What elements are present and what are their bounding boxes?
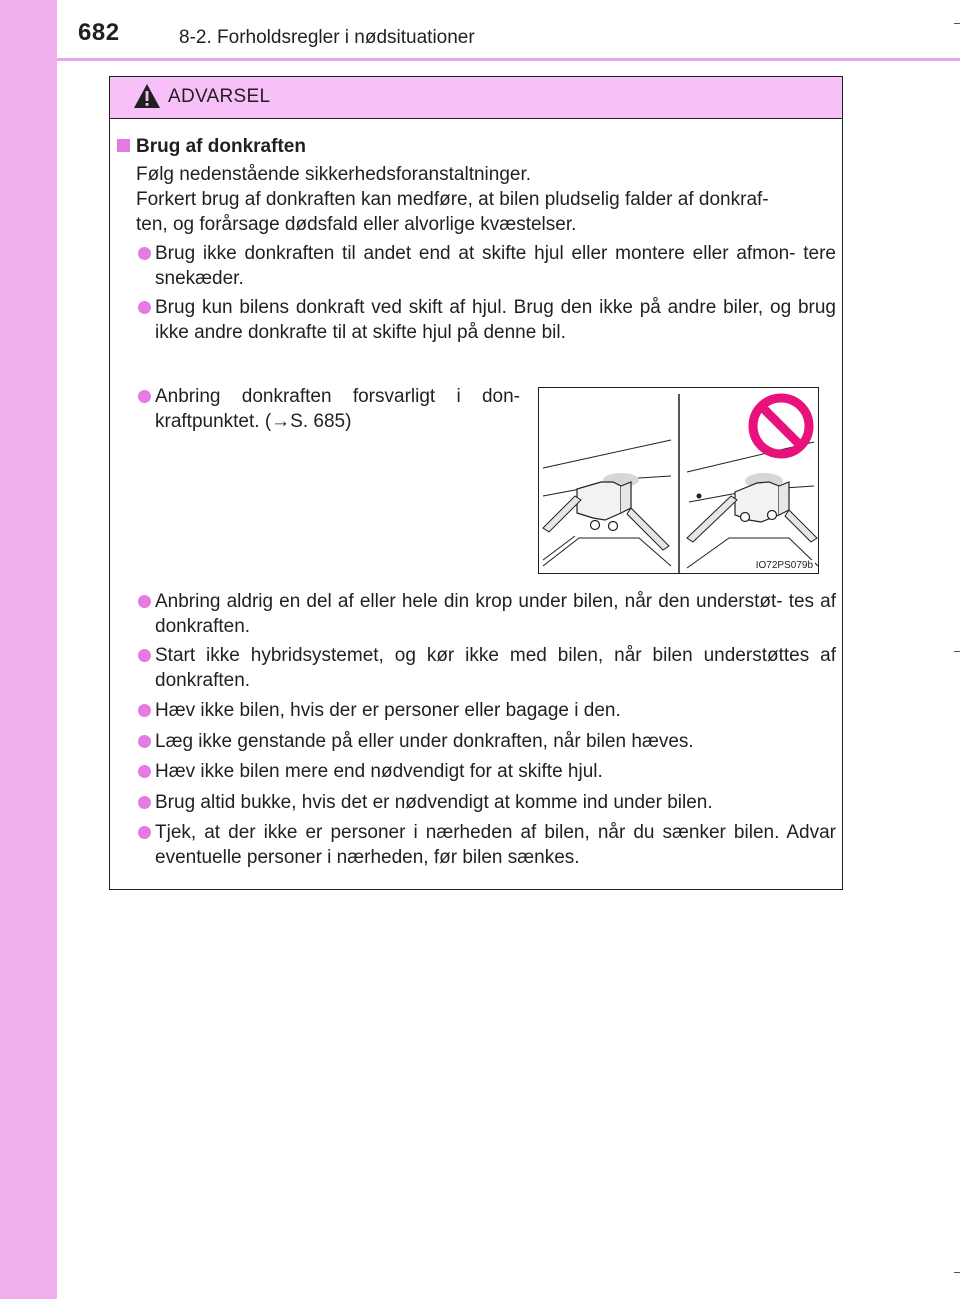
page-sidebar: [0, 0, 57, 1299]
list-item: Brug altid bukke, hvis det er nødvendigt at komme ind under bilen.: [136, 790, 836, 815]
list-item: Start ikke hybridsystemet, og kør ikke med bilen, når bilen understøttes af donkraften.: [136, 643, 836, 693]
crop-mark: [954, 1272, 960, 1273]
section-heading: Brug af donkraften: [117, 134, 306, 159]
figure-code: IO72PS079b: [755, 560, 813, 571]
page-number: 682: [78, 19, 120, 46]
circle-bullet-icon: [138, 704, 151, 717]
header-rule: [57, 58, 960, 61]
circle-bullet-icon: [138, 735, 151, 748]
crop-mark: [954, 23, 960, 24]
prohibition-icon: [747, 392, 815, 460]
square-bullet-icon: [117, 139, 130, 152]
circle-bullet-icon: [138, 301, 151, 314]
circle-bullet-icon: [138, 595, 151, 608]
circle-bullet-icon: [138, 649, 151, 662]
list-item: Hæv ikke bilen mere end nødvendigt for at skifte hjul.: [136, 759, 836, 784]
list-item: Brug kun bilens donkraft ved skift af hjul. Brug den ikke på andre biler, og brug ikke andre donkrafte til at skifte hjul på denne bil.: [136, 295, 836, 345]
circle-bullet-icon: [138, 765, 151, 778]
list-item: Tjek, at der ikke er personer i nærheden af bilen, når du sænker bilen. Advar eventuelle personer i nærheden, før bilen sænkes.: [136, 820, 836, 870]
warning-triangle-icon: [133, 83, 161, 109]
warning-title: ADVARSEL: [168, 86, 271, 107]
circle-bullet-icon: [138, 390, 151, 403]
intro-text: Følg nedenstående sikkerhedsforanstaltninger. Forkert brug af donkraften kan medføre, at bilen pludselig falder af donkraf- ten, og forårsage dødsfald eller alvorlige kvæstelser.: [136, 164, 769, 235]
circle-bullet-icon: [138, 826, 151, 839]
list-item: Anbring donkraften forsvarligt i don- kraftpunktet. (→S. 685): [136, 384, 520, 434]
section-title: 8-2. Forholdsregler i nødsituationer: [179, 27, 475, 48]
circle-bullet-icon: [138, 247, 151, 260]
list-item: Anbring aldrig en del af eller hele din krop under bilen, når den understøt- tes af donkraften.: [136, 589, 836, 639]
warning-header: [110, 77, 842, 119]
list-item: Brug ikke donkraften til andet end at skifte hjul eller montere eller afmon- tere snekæder.: [136, 241, 836, 291]
crop-mark: [954, 651, 960, 652]
circle-bullet-icon: [138, 796, 151, 809]
jack-point-illustration: [538, 387, 819, 574]
list-item: Læg ikke genstande på eller under donkraften, når bilen hæves.: [136, 729, 836, 754]
list-item: Hæv ikke bilen, hvis der er personer eller bagage i den.: [136, 698, 836, 723]
